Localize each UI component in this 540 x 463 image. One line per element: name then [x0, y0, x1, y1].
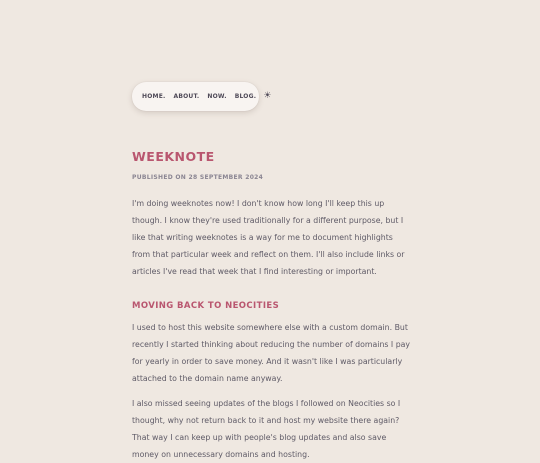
blog-post [132, 146, 412, 463]
post-intro: I'm doing weeknotes now! I don't know how long I'll keep this up though. I know they're used traditionally for a different purpose, but I like that writing weeknotes is a way for me to document highlights from that particular week and reflect on them. I'll also include links or articles I've read that week that I find interesting or important. [132, 199, 405, 276]
top-nav [132, 82, 272, 111]
nav-link-about[interactable]: ABOUT. [173, 93, 200, 100]
section-paragraph-2: I also missed seeing updates of the blogs I followed on Neocities so I thought, why not return back to it and host my website there again? That way I can keep up with people's blog updates and also save money on unnecessary domains and hosting. [132, 399, 401, 459]
nav-link-blog[interactable]: BLOG. [234, 93, 257, 100]
nav-link-home[interactable]: HOME. [142, 93, 166, 100]
section-heading: MOVING BACK TO NEOCITIES [132, 301, 280, 311]
sun-icon[interactable]: ☀ [263, 91, 272, 101]
post-title: WEEKNOTE [132, 149, 215, 164]
post-date: PUBLISHED ON 28 SEPTEMBER 2024 [132, 174, 264, 181]
nav-link-now[interactable]: NOW. [207, 93, 227, 100]
section-paragraph-1: I used to host this website somewhere else with a custom domain. But recently I started thinking about reducing the number of domains I pay for yearly in order to save money. And it wasn't like I was particularly attached to the domain name anyway. [132, 323, 411, 383]
